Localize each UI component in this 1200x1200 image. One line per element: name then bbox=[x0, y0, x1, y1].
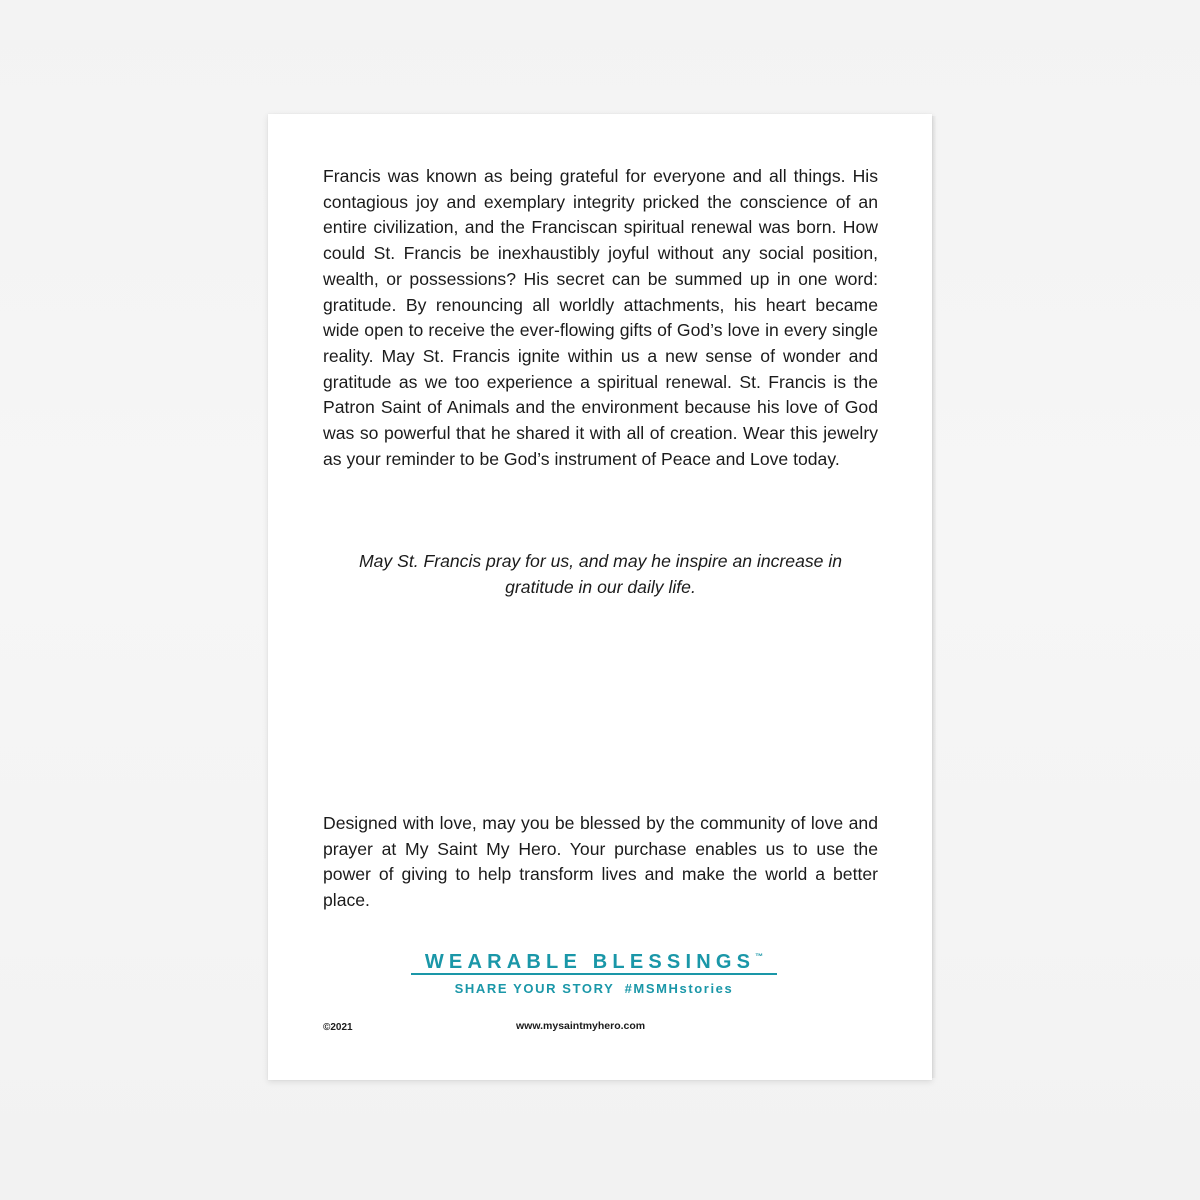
brand-subtitle: SHARE YOUR STORY #MSMHstories bbox=[454, 981, 734, 996]
blessing-card bbox=[268, 114, 932, 1080]
brand-title-text: WEARABLE BLESSINGS bbox=[424, 951, 756, 973]
brand-divider bbox=[411, 973, 777, 975]
saint-description: Francis was known as being grateful for everyone and all things. His contagious joy and exemplary integrity pricked the conscience of an entire civilization, and the Franciscan spiritual renewal was born. How could St. Francis be inexhaustibly joyful without any social position, wealth, or possessions? His secret can be summed up in one word: gratitude. By renouncing all worldly attachments, his heart became wide open to receive the ever-flowing gifts of God’s love in every single reality. May St. Francis ignite within us a new sense of wonder and gratitude as we too experience a spiritual renewal. St. Francis is the Patron Saint of Animals and the environment because his love of God was so powerful that he shared it with all of creation. Wear this jewelry as your reminder to be God’s instrument of Peace and Love today. bbox=[323, 166, 878, 469]
copyright-text: ©2021 bbox=[323, 1022, 353, 1033]
prayer-text: May St. Francis pray for us, and may he inspire an increase in gratitude in our daily life. bbox=[358, 551, 843, 597]
card-side-edge bbox=[932, 116, 936, 1078]
website-url: www.mysaintmyhero.com bbox=[516, 1020, 646, 1032]
brand-logo-title bbox=[411, 944, 777, 975]
trademark-symbol: ™ bbox=[755, 952, 764, 961]
designed-with-love-text: Designed with love, may you be blessed by the community of love and prayer at My Saint My Hero. Your purchase enables us to use the power of giving to help transform lives and make the world a better place. bbox=[323, 813, 878, 911]
